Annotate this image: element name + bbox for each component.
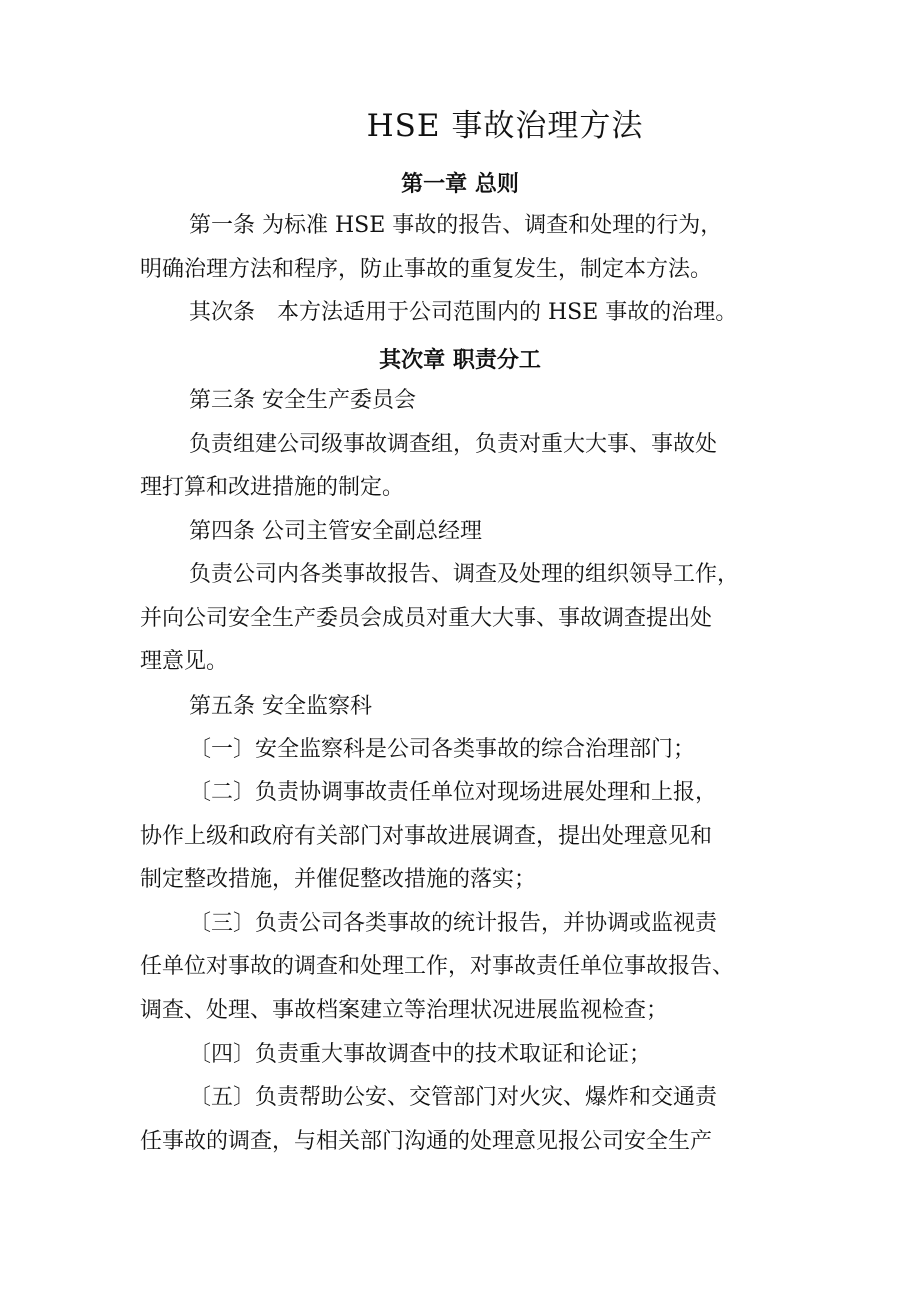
article-1-line-1: 第一条 为标准 HSE 事故的报告、调查和处理的行为， (189, 213, 723, 238)
article-2: 其次条 本方法适用于公司范围内的 HSE 事故的治理。 (189, 300, 738, 325)
article-5-item-5-line-1: 〔五〕负责帮助公安、交管部门对火灾、爆炸和交通责 (189, 1085, 718, 1110)
chapter-2-heading: 其次章 职责分工 (379, 347, 541, 373)
article-5-item-5-line-2: 任事故的调查，与相关部门沟通的处理意见报公司安全生产 (140, 1129, 713, 1154)
article-3-line-1: 负责组建公司级事故调查组，负责对重大大事、事故处 (189, 432, 718, 457)
article-5-item-3-line-2: 任单位对事故的调查和处理工作，对事故责任单位事故报告、 (140, 954, 735, 979)
article-3-line-2: 理打算和改进措施的制定。 (140, 475, 405, 500)
article-4-line-3: 理意见。 (140, 649, 229, 674)
chapter-1-heading: 第一章 总则 (401, 171, 519, 197)
article-4-title: 第四条 公司主管安全副总经理 (189, 519, 482, 544)
article-5-item-1: 〔一〕安全监察科是公司各类事故的综合治理部门； (189, 737, 696, 762)
article-3-title: 第三条 安全生产委员会 (189, 388, 416, 413)
article-5-item-4: 〔四〕负责重大事故调查中的技术取证和论证； (189, 1042, 652, 1067)
article-5-item-2-line-3: 制定整改措施，并催促整改措施的落实； (140, 867, 537, 892)
article-1-line-2: 明确治理方法和程序，防止事故的重复发生，制定本方法。 (140, 257, 713, 282)
document-title: HSE 事故治理方法 (366, 108, 644, 144)
article-5-item-3-line-3: 调查、处理、事故档案建立等治理状况进展监视检查； (140, 998, 669, 1023)
article-4-line-2: 并向公司安全生产委员会成员对重大大事、事故调查提出处 (140, 606, 713, 631)
article-5-item-2-line-2: 协作上级和政府有关部门对事故进展调查，提出处理意见和 (140, 824, 713, 849)
article-5-item-3-line-1: 〔三〕负责公司各类事故的统计报告，并协调或监视责 (189, 911, 718, 936)
article-5-title: 第五条 安全监察科 (189, 694, 372, 719)
article-4-line-1: 负责公司内各类事故报告、调查及处理的组织领导工作， (189, 562, 740, 587)
article-5-item-2-line-1: 〔二〕负责协调事故责任单位对现场进展处理和上报， (189, 780, 718, 805)
